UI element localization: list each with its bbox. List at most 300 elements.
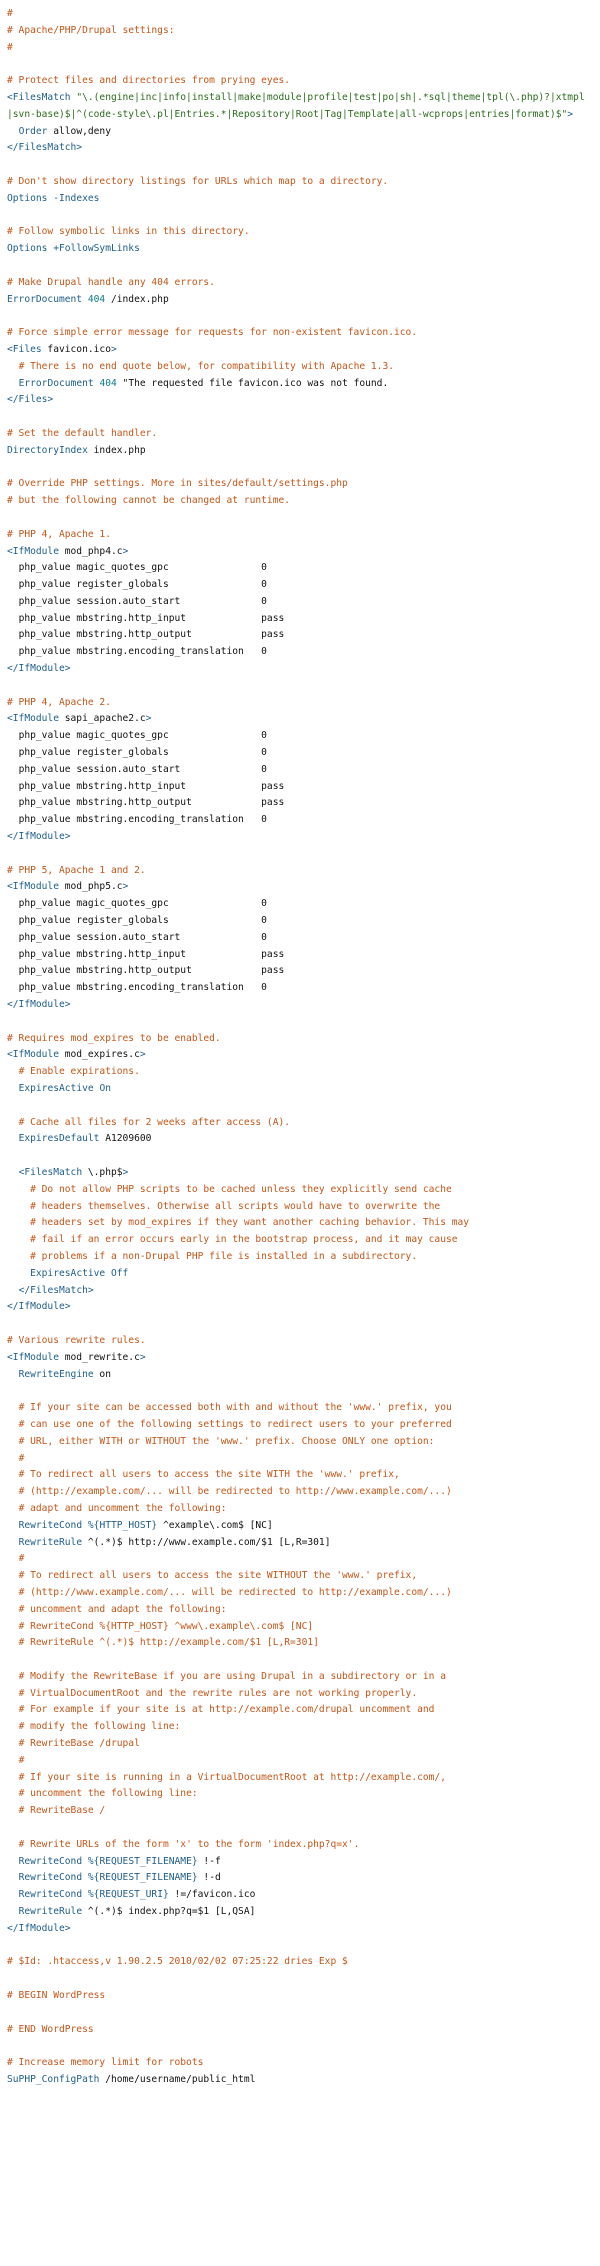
code-token-comment: # modify the following line: bbox=[18, 1721, 181, 1733]
code-token-comment: # END WordPress bbox=[7, 2023, 94, 2035]
code-token-section: > bbox=[139, 1049, 146, 1061]
code-token-directive: SuPHP_ConfigPath bbox=[7, 2074, 100, 2086]
code-token-directive: DirectoryIndex bbox=[7, 444, 88, 456]
code-token-plain: php_value mbstring.http_output pass bbox=[7, 629, 285, 641]
code-token-variable: %{REQUEST_FILENAME} bbox=[87, 1855, 198, 1867]
code-line bbox=[7, 829, 589, 846]
code-token-comment: # Force simple error message for requests for non-existent favicon.ico. bbox=[7, 327, 418, 339]
code-line bbox=[7, 812, 589, 829]
code-line bbox=[7, 577, 589, 594]
code-line bbox=[7, 695, 589, 712]
code-token-plain: index.php bbox=[87, 444, 146, 456]
code-line bbox=[7, 997, 589, 1014]
code-line bbox=[7, 544, 589, 561]
code-token-comment: # Enable expirations. bbox=[18, 1066, 140, 1078]
code-line bbox=[7, 1165, 589, 1182]
blank-line bbox=[7, 1820, 589, 1837]
code-token-plain bbox=[7, 1066, 19, 1077]
code-token-section: <IfModule bbox=[7, 1351, 59, 1363]
code-token-plain bbox=[7, 1839, 19, 1850]
code-line bbox=[7, 1719, 589, 1736]
code-line bbox=[7, 1921, 589, 1938]
code-line bbox=[7, 947, 589, 964]
code-token-comment: # Rewrite URLs of the form 'x' to the form 'index.php?q=x'. bbox=[18, 1838, 360, 1850]
code-token-number: 404 bbox=[87, 293, 106, 305]
code-token-plain bbox=[7, 126, 19, 137]
code-token-directive: Order bbox=[18, 125, 48, 137]
code-token-comment: # headers themselves. Otherwise all scripts would have to overwrite the bbox=[30, 1200, 441, 1212]
code-token-plain: ^example\.com$ [NC] bbox=[157, 1519, 273, 1531]
code-token-plain bbox=[7, 1117, 19, 1128]
code-token-comment: # bbox=[18, 1553, 25, 1565]
code-token-plain bbox=[7, 1251, 30, 1262]
code-line bbox=[7, 1299, 589, 1316]
code-token-keyword: Off bbox=[110, 1267, 129, 1279]
code-token-plain: !-f bbox=[197, 1855, 221, 1867]
code-token-directive: ExpiresActive bbox=[30, 1267, 106, 1279]
code-line bbox=[7, 1551, 589, 1568]
code-line bbox=[7, 2022, 589, 2039]
code-line bbox=[7, 325, 589, 342]
code-token-plain: ^(.*)$ index.php?q=$1 [L,QSA] bbox=[82, 1906, 256, 1918]
code-token-directive: RewriteRule bbox=[18, 1906, 83, 1918]
blank-line bbox=[7, 510, 589, 527]
code-token-string: "\.(engine|inc|info|install|make|module|profile|test|po|sh|.*sql|theme|tpl(\.php)?|xtmpl|svn-base)$|^(code-style\.pl|Entries.*|Repository|Root|Tag|Template|all-wcprops|entries|format)$" bbox=[7, 91, 585, 120]
code-line bbox=[7, 2072, 589, 2089]
blank-line bbox=[7, 258, 589, 275]
code-token-section: </IfModule> bbox=[7, 831, 71, 843]
code-token-plain: php_value register_globals 0 bbox=[7, 579, 267, 591]
code-token-section: > bbox=[122, 1166, 129, 1178]
blank-line bbox=[7, 1148, 589, 1165]
code-token-plain bbox=[7, 1285, 19, 1296]
code-line bbox=[7, 1568, 589, 1585]
code-token-plain: on bbox=[93, 1368, 111, 1380]
code-token-directive: ErrorDocument bbox=[18, 377, 94, 389]
code-token-section: > bbox=[139, 1351, 146, 1363]
code-line bbox=[7, 1434, 589, 1451]
code-line bbox=[7, 1047, 589, 1064]
code-token-plain bbox=[7, 1268, 30, 1279]
code-token-comment: # RewriteCond %{HTTP_HOST} ^www\.example\.com$ [NC] bbox=[18, 1620, 314, 1632]
code-token-plain bbox=[7, 1587, 19, 1598]
code-token-comment: # VirtualDocumentRoot and the rewrite rules are not working properly. bbox=[18, 1687, 418, 1699]
blank-line bbox=[7, 2005, 589, 2022]
code-token-section: <IfModule bbox=[7, 1049, 59, 1061]
code-token-plain: /home/username/public_html bbox=[99, 2074, 256, 2086]
code-token-comment: # Modify the RewriteBase if you are using Drupal in a subdirectory or in a bbox=[18, 1670, 446, 1682]
code-token-comment: # Requires mod_expires to be enabled. bbox=[7, 1032, 221, 1044]
code-line bbox=[7, 376, 589, 393]
code-line bbox=[7, 1870, 589, 1887]
code-token-plain bbox=[7, 1906, 19, 1917]
code-token-comment: # (http://www.example.com/... will be redirected to http://example.com/...) bbox=[18, 1586, 452, 1598]
code-token-section: </IfModule> bbox=[7, 1922, 71, 1934]
code-token-comment: # BEGIN WordPress bbox=[7, 1990, 106, 2002]
code-token-keyword: -Indexes bbox=[53, 192, 100, 204]
code-token-section: </IfModule> bbox=[7, 999, 71, 1011]
code-line bbox=[7, 426, 589, 443]
code-line bbox=[7, 1753, 589, 1770]
blank-line bbox=[7, 1014, 589, 1031]
code-token-section: </Files> bbox=[7, 394, 54, 406]
code-token-directive: RewriteCond bbox=[18, 1872, 83, 1884]
code-line bbox=[7, 140, 589, 157]
code-line bbox=[7, 6, 589, 23]
code-token-plain: !-d bbox=[197, 1872, 221, 1884]
code-token-comment: # RewriteBase /drupal bbox=[18, 1738, 140, 1750]
code-line bbox=[7, 795, 589, 812]
code-token-plain: php_value magic_quotes_gpc 0 bbox=[7, 730, 267, 742]
code-line bbox=[7, 1669, 589, 1686]
code-line bbox=[7, 1400, 589, 1417]
code-token-comment: # Make Drupal handle any 404 errors. bbox=[7, 276, 215, 288]
code-token-comment: # $Id: .htaccess,v 1.90.2.5 2010/02/02 07:25:22 dries Exp $ bbox=[7, 1956, 348, 1968]
code-token-directive: ErrorDocument bbox=[7, 293, 83, 305]
code-token-plain: mod_expires.c bbox=[58, 1049, 140, 1061]
code-line bbox=[7, 1702, 589, 1719]
code-line bbox=[7, 1115, 589, 1132]
code-token-plain: php_value magic_quotes_gpc 0 bbox=[7, 562, 267, 574]
code-token-plain: "The requested file favicon.ico was not found. bbox=[116, 377, 389, 389]
code-token-plain bbox=[7, 1201, 30, 1212]
code-token-plain bbox=[7, 1503, 19, 1514]
code-line bbox=[7, 124, 589, 141]
code-line bbox=[7, 1417, 589, 1434]
code-token-comment: # If your site is running in a VirtualDocumentRoot at http://example.com/, bbox=[18, 1771, 446, 1783]
code-token-plain bbox=[7, 1133, 19, 1144]
code-line bbox=[7, 1837, 589, 1854]
code-line bbox=[7, 1283, 589, 1300]
code-line bbox=[7, 527, 589, 544]
code-token-comment: # can use one of the following settings to redirect users to your preferred bbox=[18, 1418, 452, 1430]
code-token-directive: ExpiresDefault bbox=[18, 1133, 100, 1145]
code-line bbox=[7, 1333, 589, 1350]
code-token-plain bbox=[7, 1671, 19, 1682]
code-token-section: </IfModule> bbox=[7, 1301, 71, 1313]
code-token-plain bbox=[7, 1738, 19, 1749]
code-token-comment: # RewriteBase / bbox=[18, 1805, 106, 1817]
code-token-plain bbox=[7, 1721, 19, 1732]
code-token-comment: # Cache all files for 2 weeks after access (A). bbox=[18, 1116, 291, 1128]
code-line bbox=[7, 476, 589, 493]
code-token-directive: RewriteEngine bbox=[18, 1368, 94, 1380]
code-line bbox=[7, 879, 589, 896]
blank-line bbox=[7, 1652, 589, 1669]
code-token-plain bbox=[7, 1083, 19, 1094]
code-token-plain: favicon.ico bbox=[41, 343, 111, 355]
blank-line bbox=[7, 56, 589, 73]
code-token-plain bbox=[7, 1369, 19, 1380]
code-token-directive: RewriteCond bbox=[18, 1855, 83, 1867]
code-token-comment: # but the following cannot be changed at runtime. bbox=[7, 495, 291, 507]
code-token-plain: php_value mbstring.encoding_translation 0 bbox=[7, 814, 267, 826]
code-token-comment: # RewriteRule ^(.*)$ http://example.com/$1 [L,R=301] bbox=[18, 1637, 319, 1649]
code-line bbox=[7, 1266, 589, 1283]
code-token-plain bbox=[7, 1621, 19, 1632]
code-token-directive: RewriteRule bbox=[18, 1536, 83, 1548]
code-token-plain: php_value session.auto_start 0 bbox=[7, 763, 267, 775]
blank-line bbox=[7, 1098, 589, 1115]
code-token-directive: RewriteCond bbox=[18, 1889, 83, 1901]
code-line bbox=[7, 1686, 589, 1703]
code-token-plain bbox=[7, 378, 19, 389]
code-line bbox=[7, 896, 589, 913]
code-line bbox=[7, 1988, 589, 2005]
code-line bbox=[7, 342, 589, 359]
code-token-plain: php_value mbstring.http_output pass bbox=[7, 965, 285, 977]
code-token-section: <IfModule bbox=[7, 881, 59, 893]
code-line bbox=[7, 1535, 589, 1552]
code-line bbox=[7, 661, 589, 678]
code-token-comment: # fail if an error occurs early in the bootstrap process, and it may cause bbox=[30, 1234, 458, 1246]
code-token-section: <IfModule bbox=[7, 545, 59, 557]
code-line bbox=[7, 711, 589, 728]
code-token-comment: # Increase memory limit for robots bbox=[7, 2057, 204, 2069]
code-token-section: <FilesMatch bbox=[18, 1166, 83, 1178]
code-token-plain bbox=[7, 1234, 30, 1245]
code-token-plain: /index.php bbox=[105, 293, 169, 305]
code-line bbox=[7, 1182, 589, 1199]
code-token-plain bbox=[7, 1856, 19, 1867]
code-token-section: > bbox=[567, 108, 574, 120]
code-line bbox=[7, 73, 589, 90]
code-token-section: </FilesMatch> bbox=[7, 142, 83, 154]
code-line bbox=[7, 2055, 589, 2072]
code-line bbox=[7, 1854, 589, 1871]
code-token-directive: RewriteCond bbox=[18, 1519, 83, 1531]
code-token-plain bbox=[7, 1604, 19, 1615]
code-token-plain: \.php$ bbox=[82, 1166, 123, 1178]
code-line bbox=[7, 745, 589, 762]
code-token-comment: # uncomment the following line: bbox=[18, 1788, 198, 1800]
code-token-directive: Options bbox=[7, 192, 48, 204]
code-token-plain bbox=[7, 1553, 19, 1564]
code-token-section: </FilesMatch> bbox=[18, 1284, 94, 1296]
blank-line bbox=[7, 409, 589, 426]
code-token-section: > bbox=[110, 343, 117, 355]
code-token-comment: # To redirect all users to access the site WITHOUT the 'www.' prefix, bbox=[18, 1570, 418, 1582]
code-line bbox=[7, 359, 589, 376]
code-line bbox=[7, 762, 589, 779]
code-token-comment: # Various rewrite rules. bbox=[7, 1334, 146, 1346]
code-token-plain bbox=[7, 1486, 19, 1497]
code-line bbox=[7, 1064, 589, 1081]
code-line bbox=[7, 90, 589, 124]
code-token-plain: allow,deny bbox=[47, 125, 111, 137]
code-token-plain bbox=[7, 1704, 19, 1715]
code-line bbox=[7, 1786, 589, 1803]
code-token-comment: # To redirect all users to access the site WITH the 'www.' prefix, bbox=[18, 1469, 400, 1481]
code-token-plain: mod_php5.c bbox=[58, 881, 123, 893]
code-line bbox=[7, 1904, 589, 1921]
code-token-plain: ^(.*)$ http://www.example.com/$1 [L,R=301] bbox=[82, 1536, 331, 1548]
code-token-comment: # Don't show directory listings for URLs which map to a directory. bbox=[7, 175, 389, 187]
code-line bbox=[7, 1350, 589, 1367]
code-line bbox=[7, 980, 589, 997]
code-line bbox=[7, 779, 589, 796]
code-token-plain bbox=[7, 1537, 19, 1548]
code-token-number: 404 bbox=[99, 377, 117, 389]
code-line bbox=[7, 292, 589, 309]
code-line bbox=[7, 1081, 589, 1098]
code-line bbox=[7, 1501, 589, 1518]
code-line bbox=[7, 913, 589, 930]
code-token-plain: mod_rewrite.c bbox=[58, 1351, 140, 1363]
code-token-comment: # Protect files and directories from prying eyes. bbox=[7, 75, 291, 87]
code-token-plain bbox=[7, 1872, 19, 1883]
code-token-section: <IfModule bbox=[7, 713, 59, 725]
code-token-plain: php_value mbstring.encoding_translation 0 bbox=[7, 982, 267, 994]
code-token-section: > bbox=[122, 545, 129, 557]
code-line bbox=[7, 1199, 589, 1216]
code-token-plain: php_value mbstring.http_output pass bbox=[7, 797, 285, 809]
code-line bbox=[7, 930, 589, 947]
code-token-section: </IfModule> bbox=[7, 663, 71, 675]
code-line bbox=[7, 1887, 589, 1904]
code-token-plain bbox=[7, 1453, 19, 1464]
code-token-comment: # uncomment and adapt the following: bbox=[18, 1603, 227, 1615]
code-line bbox=[7, 1451, 589, 1468]
code-token-plain: !=/favicon.ico bbox=[168, 1889, 256, 1901]
code-token-comment: # If your site can be accessed both with and without the 'www.' prefix, you bbox=[18, 1402, 452, 1414]
code-token-plain: php_value mbstring.http_input pass bbox=[7, 780, 285, 792]
code-line bbox=[7, 275, 589, 292]
code-line bbox=[7, 40, 589, 57]
code-token-plain bbox=[7, 1788, 19, 1799]
code-token-comment: # Override PHP settings. More in sites/default/settings.php bbox=[7, 478, 348, 490]
code-line bbox=[7, 443, 589, 460]
code-token-plain bbox=[7, 1688, 19, 1699]
code-token-comment: # Apache/PHP/Drupal settings: bbox=[7, 24, 175, 36]
code-token-comment: # PHP 4, Apache 2. bbox=[7, 696, 111, 708]
blank-line bbox=[7, 2038, 589, 2055]
code-token-comment: # PHP 4, Apache 1. bbox=[7, 528, 111, 540]
code-token-plain: php_value session.auto_start 0 bbox=[7, 595, 267, 607]
code-token-variable: %{REQUEST_FILENAME} bbox=[87, 1872, 198, 1884]
code-token-plain bbox=[7, 1570, 19, 1581]
blank-line bbox=[7, 1316, 589, 1333]
code-token-plain bbox=[7, 1755, 19, 1766]
code-token-plain bbox=[7, 1520, 19, 1531]
code-token-comment: # bbox=[18, 1452, 25, 1464]
code-line bbox=[7, 174, 589, 191]
code-token-plain: php_value session.auto_start 0 bbox=[7, 931, 267, 943]
blank-line bbox=[7, 460, 589, 477]
code-token-comment: # Do not allow PHP scripts to be cached unless they explicitly send cache bbox=[30, 1183, 452, 1195]
code-line bbox=[7, 1215, 589, 1232]
code-token-comment: # There is no end quote below, for compatibility with Apache 1.3. bbox=[18, 360, 394, 372]
code-token-plain: php_value register_globals 0 bbox=[7, 915, 267, 927]
code-token-comment: # PHP 5, Apache 1 and 2. bbox=[7, 864, 146, 876]
code-token-keyword: +FollowSymLinks bbox=[53, 243, 140, 255]
code-token-plain bbox=[7, 1469, 19, 1480]
code-line bbox=[7, 728, 589, 745]
code-line bbox=[7, 611, 589, 628]
code-token-plain: php_value mbstring.http_input pass bbox=[7, 612, 285, 624]
code-line bbox=[7, 1131, 589, 1148]
code-token-plain: A1209600 bbox=[99, 1133, 152, 1145]
code-token-plain bbox=[7, 1889, 19, 1900]
blank-line bbox=[7, 678, 589, 695]
code-token-plain bbox=[7, 1436, 19, 1447]
code-line bbox=[7, 1736, 589, 1753]
code-token-plain bbox=[7, 1217, 30, 1228]
code-line bbox=[7, 1367, 589, 1384]
code-line bbox=[7, 493, 589, 510]
code-token-plain bbox=[7, 361, 19, 372]
code-token-plain bbox=[7, 1772, 19, 1783]
blank-line bbox=[7, 846, 589, 863]
code-line bbox=[7, 1484, 589, 1501]
code-line bbox=[7, 1602, 589, 1619]
blank-line bbox=[7, 208, 589, 225]
code-line bbox=[7, 1031, 589, 1048]
code-token-directive: ExpiresActive bbox=[18, 1083, 94, 1094]
code-line bbox=[7, 594, 589, 611]
code-line bbox=[7, 1770, 589, 1787]
code-token-plain: sapi_apache2.c bbox=[58, 713, 146, 725]
code-line bbox=[7, 1954, 589, 1971]
code-line bbox=[7, 644, 589, 661]
code-line bbox=[7, 863, 589, 880]
blank-line bbox=[7, 308, 589, 325]
code-token-plain bbox=[7, 1637, 19, 1648]
code-token-plain: php_value register_globals 0 bbox=[7, 747, 267, 759]
code-token-section: <Files bbox=[7, 343, 42, 355]
code-line bbox=[7, 1467, 589, 1484]
code-token-comment: # bbox=[7, 8, 13, 19]
code-line bbox=[7, 1619, 589, 1636]
code-line bbox=[7, 1232, 589, 1249]
code-token-comment: # For example if your site is at http://example.com/drupal uncomment and bbox=[18, 1704, 435, 1716]
code-token-comment: # Follow symbolic links in this directory. bbox=[7, 226, 250, 238]
code-token-section: <FilesMatch bbox=[7, 91, 77, 103]
code-token-variable: %{HTTP_HOST} bbox=[87, 1519, 158, 1531]
blank-line bbox=[7, 1938, 589, 1955]
code-line bbox=[7, 191, 589, 208]
code-line bbox=[7, 1518, 589, 1535]
code-line bbox=[7, 23, 589, 40]
code-line bbox=[7, 392, 589, 409]
code-token-comment: # problems if a non-Drupal PHP file is installed in a subdirectory. bbox=[30, 1250, 418, 1262]
code-line bbox=[7, 241, 589, 258]
code-token-comment: # bbox=[7, 41, 13, 53]
code-token-comment: # Set the default handler. bbox=[7, 427, 158, 439]
code-line bbox=[7, 1635, 589, 1652]
code-token-comment: # bbox=[18, 1754, 25, 1766]
code-token-comment: # adapt and uncomment the following: bbox=[18, 1502, 227, 1514]
code-token-keyword: On bbox=[99, 1083, 111, 1094]
code-line bbox=[7, 627, 589, 644]
code-line bbox=[7, 224, 589, 241]
code-line bbox=[7, 1585, 589, 1602]
code-token-section: > bbox=[122, 881, 129, 893]
code-token-plain bbox=[7, 1419, 19, 1430]
blank-line bbox=[7, 1383, 589, 1400]
code-line bbox=[7, 1249, 589, 1266]
code-token-comment: # headers set by mod_expires if they want another caching behavior. This may bbox=[30, 1217, 470, 1229]
code-token-plain bbox=[7, 1167, 19, 1178]
code-token-comment: # (http://example.com/... will be redirected to http://www.example.com/...) bbox=[18, 1486, 452, 1498]
code-token-section: > bbox=[145, 713, 152, 725]
code-token-plain: php_value mbstring.encoding_translation 0 bbox=[7, 646, 267, 658]
code-line bbox=[7, 963, 589, 980]
code-line bbox=[7, 560, 589, 577]
blank-line bbox=[7, 1971, 589, 1988]
code-token-variable: %{REQUEST_URI} bbox=[87, 1889, 169, 1901]
blank-line bbox=[7, 157, 589, 174]
